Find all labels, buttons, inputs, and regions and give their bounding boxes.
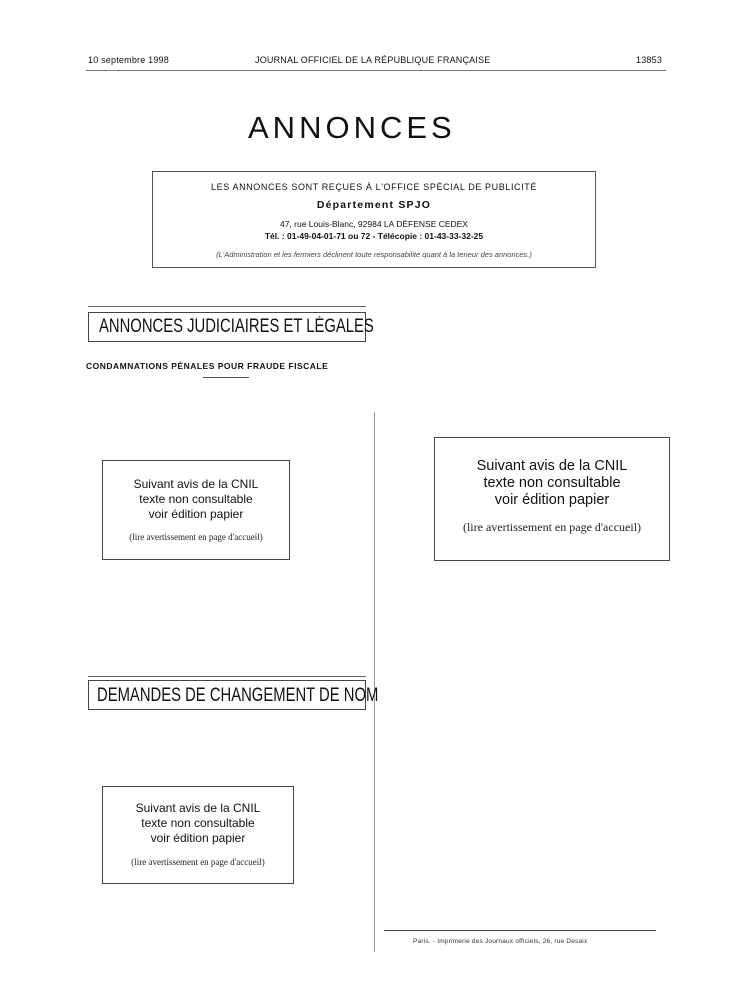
info-line-disclaimer: (L'Administration et les fermiers déclinent toute responsabilité quant à la teneur des annonces.) (216, 250, 532, 259)
page-title: ANNONCES (248, 110, 456, 145)
subtitle-divider (203, 377, 249, 378)
section-heading-changement-nom (88, 680, 379, 710)
cnil-line-avis: Suivant avis de la CNIL (476, 458, 628, 474)
info-line-phone: Tél. : 01-49-04-01-71 ou 72 - Télécopie : 01-43-33-32-25 (264, 231, 484, 241)
section-subtitle: CONDAMNATIONS PÉNALES POUR FRAUDE FISCALE (86, 361, 329, 371)
section-top-rule (88, 306, 366, 307)
info-line-address: 47, rue Louis-Blanc, 92984 LA DÉFENSE CEDEX (279, 219, 469, 229)
cnil-line-avis: Suivant avis de la CNIL (133, 477, 259, 491)
cnil-notice-box (434, 437, 670, 561)
header-journal-title: JOURNAL OFFICIEL DE LA RÉPUBLIQUE FRANÇAISE (255, 55, 491, 65)
cnil-line-edition-papier: voir édition papier (494, 492, 610, 508)
cnil-line-edition-papier: voir édition papier (150, 831, 246, 845)
cnil-line-non-consultable: texte non consultable (141, 816, 255, 830)
info-line-department: Département SPJO (316, 199, 432, 211)
info-line-reception: LES ANNONCES SONT REÇUES À L'OFFICE SPÉCIAL DE PUBLICITÉ (211, 182, 537, 192)
header-divider (86, 70, 666, 71)
section-heading-judiciaires (88, 312, 374, 342)
section-heading-label: DEMANDES DE CHANGEMENT DE NOM (97, 685, 379, 706)
section-top-rule (88, 676, 366, 677)
column-divider (374, 412, 375, 952)
publicity-office-info-box (152, 171, 596, 268)
header-page-number: 13853 (636, 55, 663, 65)
section-heading-label: ANNONCES JUDICIAIRES ET LÉGALES (99, 316, 374, 337)
cnil-line-non-consultable: texte non consultable (139, 492, 253, 506)
cnil-line-edition-papier: voir édition papier (148, 507, 244, 521)
printer-imprint: Paris. - Imprimerie des Journaux officiels, 26, rue Desaix (413, 938, 588, 945)
cnil-line-avertissement: (lire avertissement en page d'accueil) (131, 857, 265, 867)
cnil-notice-box (102, 786, 294, 884)
cnil-line-avertissement: (lire avertissement en page d'accueil) (462, 520, 642, 534)
cnil-line-avis: Suivant avis de la CNIL (135, 801, 261, 815)
cnil-notice-box (102, 460, 290, 560)
cnil-line-avertissement: (lire avertissement en page d'accueil) (129, 532, 263, 542)
footer-divider (384, 930, 656, 931)
header-date: 10 septembre 1998 (88, 55, 169, 65)
cnil-line-non-consultable: texte non consultable (483, 475, 621, 491)
